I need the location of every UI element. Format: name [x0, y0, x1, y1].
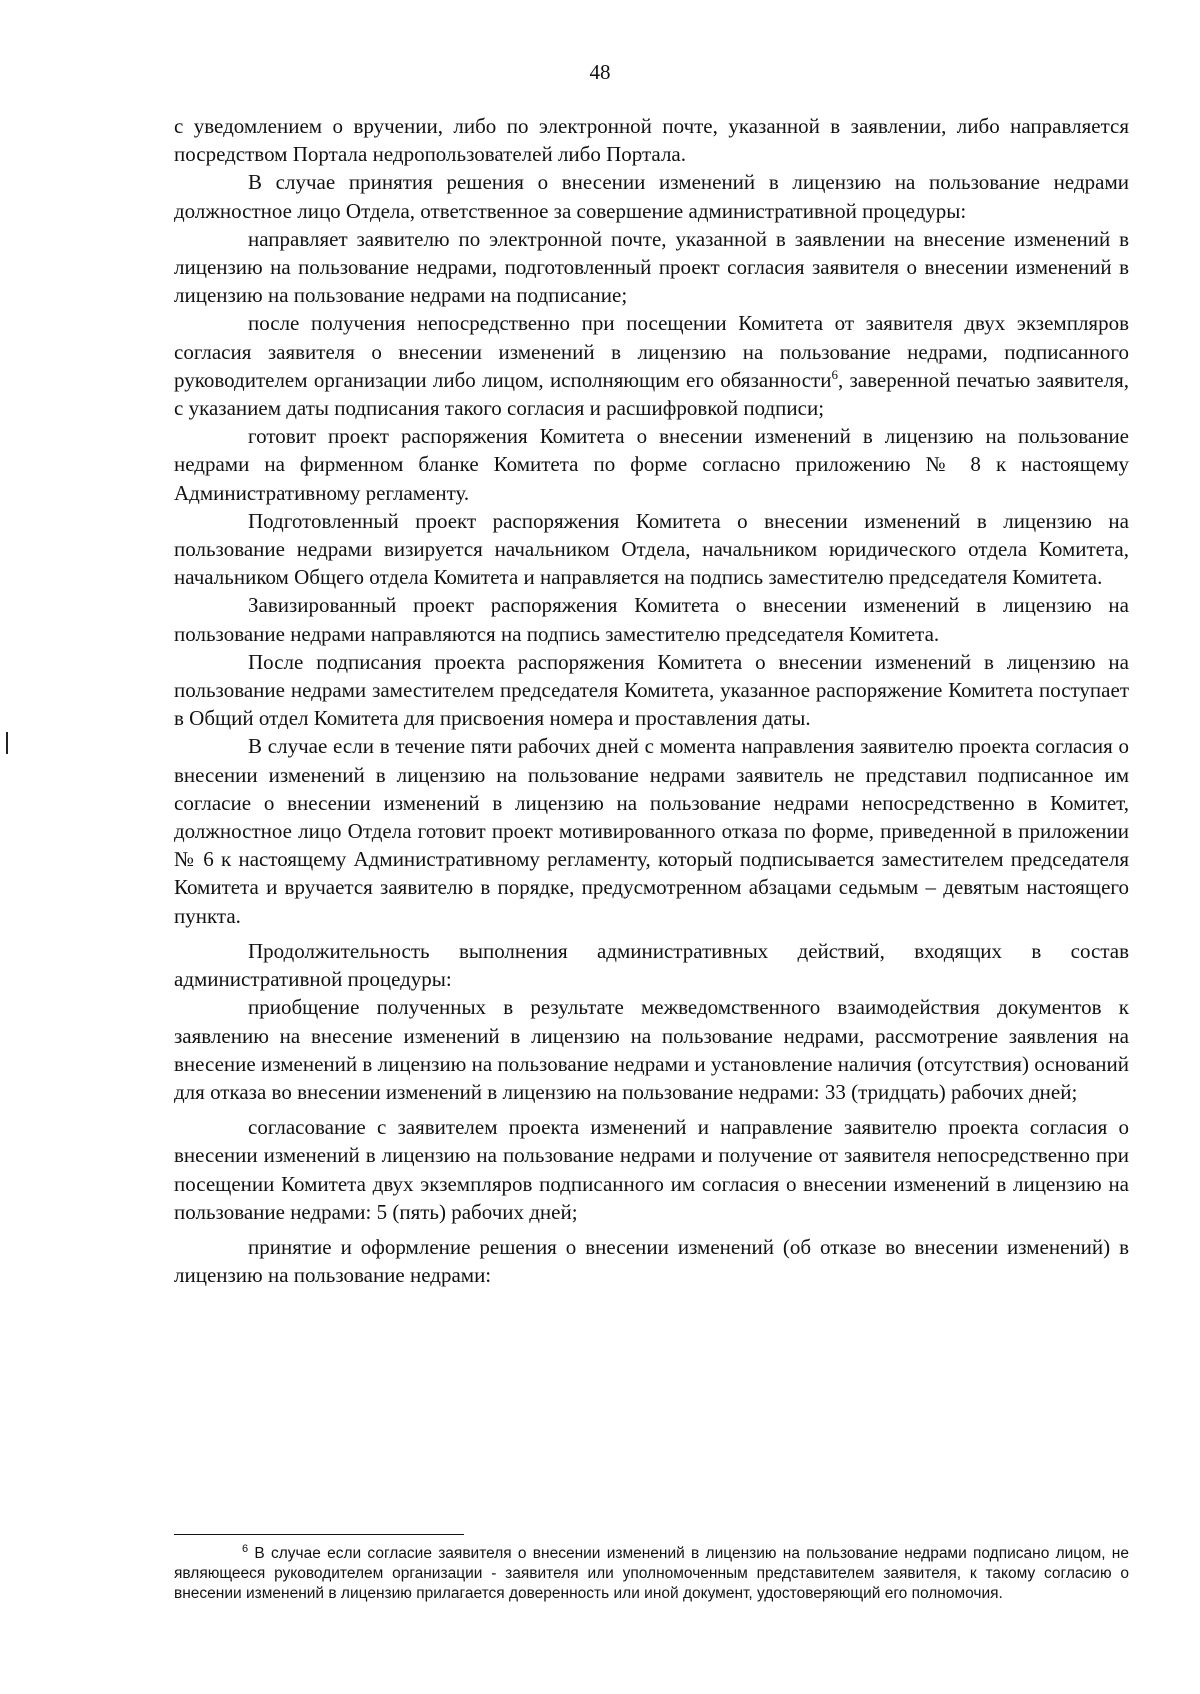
- paragraph: В случае принятия решения о внесении изменений в лицензию на пользование недрами должностное лицо Отдела, ответственное за совершение административной процедуры:: [174, 170, 1129, 223]
- page-number: 48: [589, 60, 611, 84]
- paragraph: направляет заявителю по электронной почте, указанной в заявлении на внесение изменений в лицензию на пользование недрами, подготовленный проект согласия заявителя о внесении изменений в лицензию на пользование недрами на подписание;: [174, 226, 1129, 308]
- paragraph-text: , заверенной печатью заявителя, с указанием даты подписания такого согласия и расшифровкой подписи;: [174, 367, 1129, 421]
- paragraph-text: после получения непосредственно при посещении Комитета от заявителя двух экземпляров согласия заявителя о внесении изменений в лицензию на пользование недрами, подписанного руководителем организации либо лицом, исполняющим его обязанности: [174, 311, 1129, 392]
- paragraph: с уведомлением о вручении, либо по электронной почте, указанной в заявлении, либо направляется посредством Портала недропользователей либо Портала.: [174, 114, 1129, 167]
- paragraph: В случае если в течение пяти рабочих дней с момента направления заявителю проекта согласия о внесении изменений в лицензию на пользование недрами заявитель не представил подписанное им согласие о внесении изменений в лицензию на пользование недрами непосредственно в Комитет, должностное лицо Отдела готовит проект мотивированного отказа по форме, приведенной в приложении № 6 к настоящему Административному регламенту, который подписывается заместителем председателя Комитета и вручается заявителю в порядке, предусмотренном абзацами седьмым – девятым настоящего пункта.: [174, 734, 1129, 928]
- footnote-marker: 6: [242, 1543, 249, 1555]
- paragraph: принятие и оформление решения о внесении изменений (об отказе во внесении изменений) в лицензию на пользование недрами:: [174, 1234, 1129, 1288]
- paragraph: Завизированный проект распоряжения Комитета о внесении изменений в лицензию на пользование недрами направляются на подпись заместителю председателя Комитета.: [174, 593, 1129, 646]
- footnote-body: В случае если согласие заявителя о внесении изменений в лицензию на пользование недрами подписано лицом, не являющееся руководителем организации - заявителя или уполномоченным представителем заявителя, к такому согласию о внесении изменений в лицензию прилагается доверенность или иной документ, удостоверяющий его полномочия.: [174, 1545, 1129, 1602]
- footnote-text: [174, 1544, 1129, 1604]
- paragraph: Продолжительность выполнения административных действий, входящих в состав административной процедуры:: [174, 938, 1129, 992]
- paragraph: приобщение полученных в результате межведомственного взаимодействия документов к заявлению на внесение изменений в лицензию на пользование недрами, рассмотрение заявления на внесение изменений в лицензию на пользование недрами и установление наличия (отсутствия) оснований для отказа во внесении изменений в лицензию на пользование недрами: 33 (тридцать) рабочих дней;: [174, 995, 1129, 1104]
- paragraph: После подписания проекта распоряжения Комитета о внесении изменений в лицензию на пользование недрами заместителем председателя Комитета, указанное распоряжение Комитета поступает в Общий отдел Комитета для присвоения номера и проставления даты.: [174, 649, 1129, 731]
- footnote-reference: 6: [831, 366, 838, 382]
- paragraph: готовит проект распоряжения Комитета о внесении изменений в лицензию на пользование недрами на фирменном бланке Комитета по форме согласно приложению № 8 к настоящему Административному регламенту.: [174, 424, 1129, 505]
- paragraph: Подготовленный проект распоряжения Комитета о внесении изменений в лицензию на пользование недрами визируется начальником Отдела, начальником юридического отдела Комитета, начальником Общего отдела Комитета и направляется на подпись заместителю председателя Комитета.: [174, 508, 1129, 590]
- scan-edge-mark: [6, 732, 8, 754]
- paragraph: [174, 309, 1129, 422]
- footnote: [174, 1544, 1129, 1604]
- document-body: [174, 112, 1129, 1289]
- footnote-separator: [174, 1534, 464, 1535]
- paragraph: согласование с заявителем проекта изменений и направление заявителю проекта согласия о внесении изменений в лицензию на пользование недрами и получение от заявителя непосредственно при посещении Комитета двух экземпляров подписанного им согласия о внесении изменений в лицензию на пользование недрами: 5 (пять) рабочих дней;: [174, 1115, 1129, 1224]
